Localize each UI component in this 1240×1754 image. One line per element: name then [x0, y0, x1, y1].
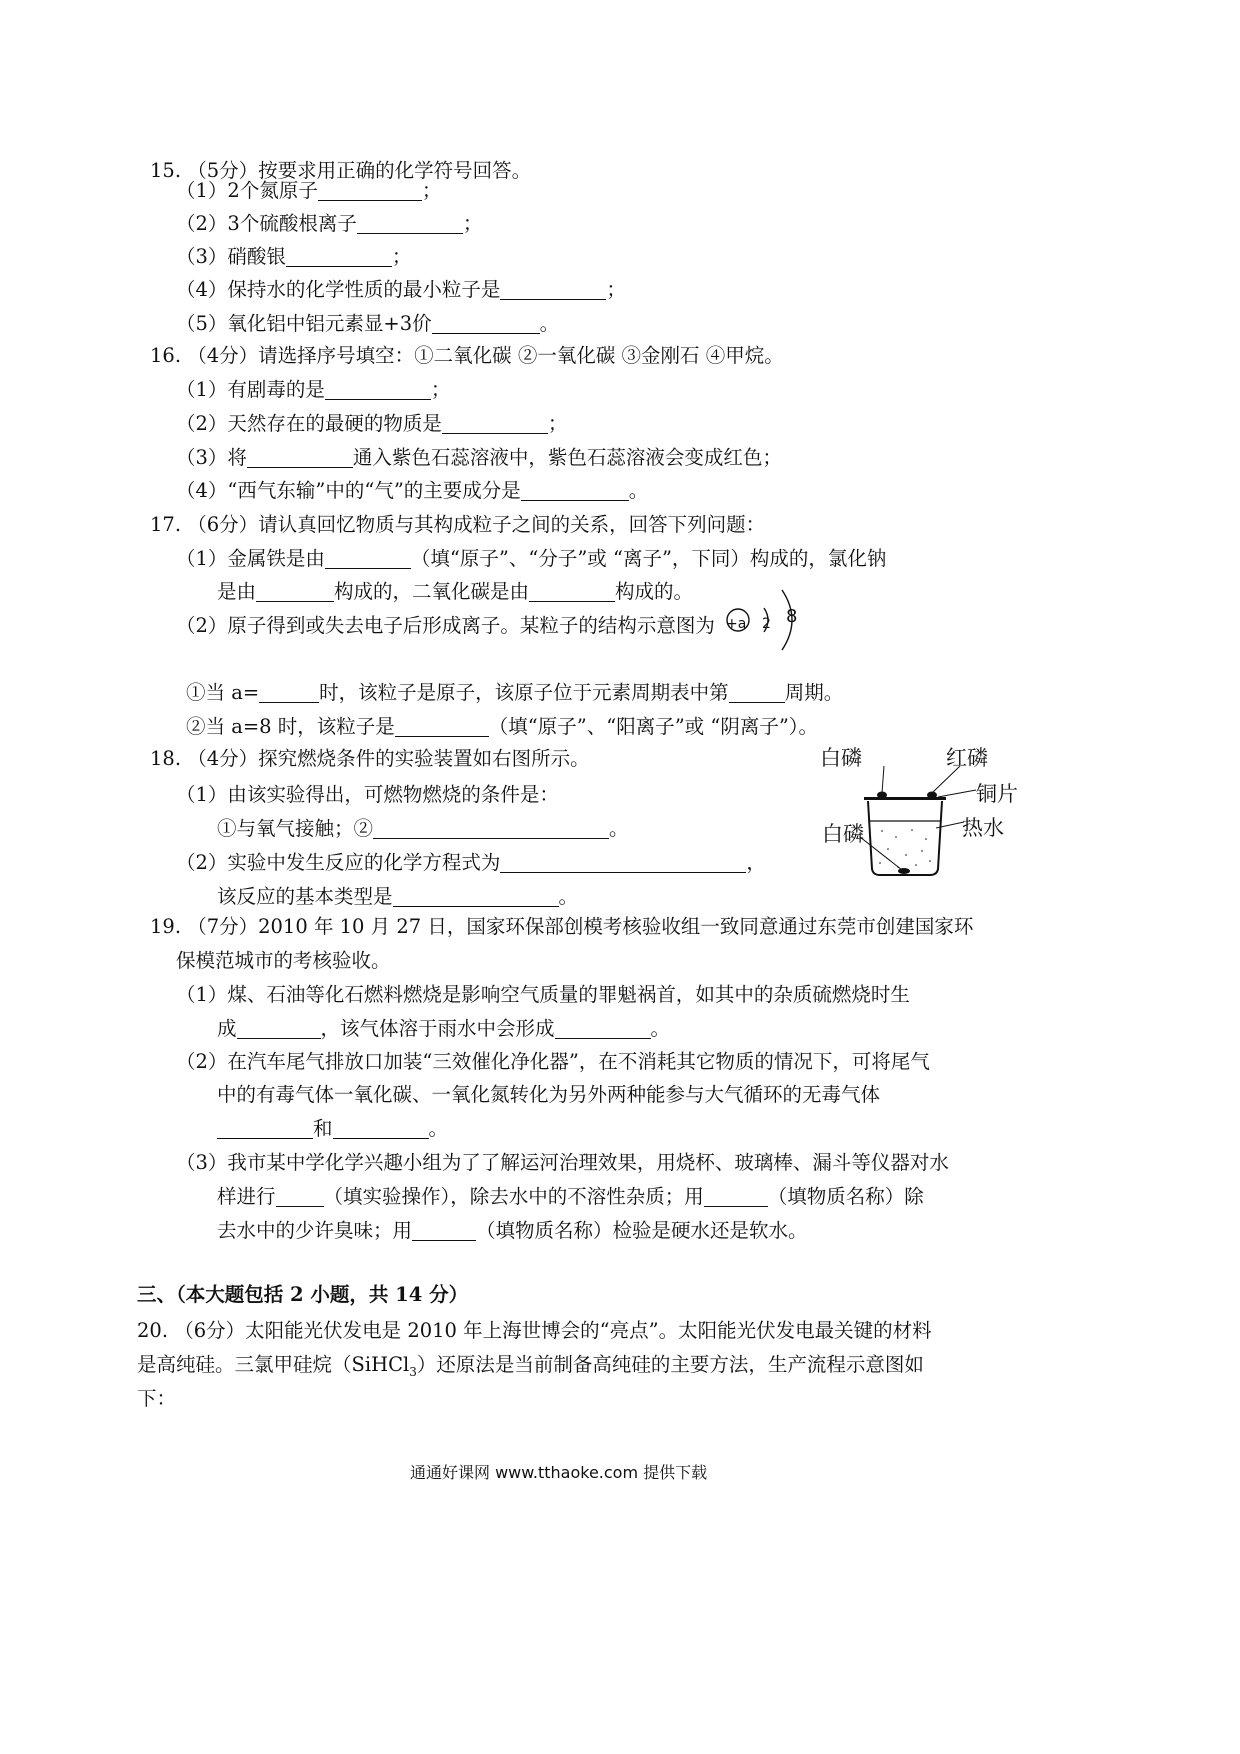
q17-sub1-text-b: 时，该粒子是原子，该原子位于元素周期表中第: [319, 681, 729, 704]
answer-blank[interactable]: [555, 1018, 651, 1039]
q18-stem-text: 18. （4分）探究燃烧条件的实验装置如右图所示。: [150, 747, 590, 770]
q19-s3-text-a: （3）我市某中学化学兴趣小组为了了解运河治理效果，用烧杯、玻璃棒、漏斗等仪器对水: [176, 1151, 949, 1174]
answer-blank[interactable]: [521, 480, 629, 501]
q15-s1-end: ；: [421, 179, 442, 202]
answer-blank[interactable]: [529, 581, 615, 602]
q18-s2-text: （2）实验中发生反应的化学方程式为: [176, 851, 501, 874]
q19-s2-text-c: 和: [313, 1117, 333, 1140]
q16-stem-text: 16. （4分）请选择序号填空：①二氧化碳 ②一氧化碳 ③金刚石 ④甲烷。: [150, 344, 784, 367]
q18-s2-sub-end: 。: [558, 885, 579, 908]
q15-item-1: [176, 178, 441, 204]
label-copper-plate: 铜片: [976, 782, 1018, 806]
section-3-heading: [137, 1282, 468, 1308]
q19-s1-text-c: ，该气体溶于雨水中会形成: [320, 1017, 555, 1040]
q19-s3-text-f: （填物质名称）检验是硬水还是软水。: [476, 1219, 808, 1242]
q17-s1-text-e: 构成的。: [615, 580, 694, 603]
q17-sub1-text-c: 周期。: [784, 681, 844, 704]
label-hot-water: 热水: [962, 816, 1004, 840]
q17-sub2-text-b: （填“原子”、“阳离子”或 “阴离子”）。: [488, 715, 819, 738]
answer-blank[interactable]: [704, 1186, 768, 1207]
label-white-phosphorus-bottom: 白磷: [822, 822, 864, 846]
answer-blank[interactable]: [373, 818, 609, 839]
q20-line-1: [137, 1318, 932, 1344]
answer-blank[interactable]: [357, 213, 463, 234]
q18-item-2-sub: [217, 884, 578, 910]
q18-s2-sub-text: 该反应的基本类型是: [217, 885, 393, 908]
q17-item-2: [176, 613, 715, 639]
q15-s2-end: ；: [462, 212, 483, 235]
answer-blank[interactable]: [333, 1118, 429, 1139]
q15-s5-end: 。: [539, 312, 560, 335]
q15-s4-text: （4）保持水的化学性质的最小粒子是: [176, 278, 501, 301]
q16-s1-end: ；: [430, 378, 451, 401]
answer-blank[interactable]: [325, 548, 411, 569]
q16-item-3: [176, 445, 782, 471]
q16-item-1: [176, 377, 450, 403]
shell-1-count: 2: [762, 616, 771, 632]
q19-item-3-cont-2: [217, 1218, 808, 1244]
q17-s1-text-a: （1）金属铁是由: [176, 547, 325, 570]
q20-subscript: 3: [409, 1364, 417, 1379]
q18-s1-sub-text: ①与氧气接触；②: [217, 817, 374, 840]
q19-item-3: [176, 1150, 949, 1176]
q15-s5-text: （5）氧化铝中铝元素显+3价: [176, 312, 432, 335]
answer-blank[interactable]: [237, 1018, 321, 1039]
answer-blank[interactable]: [318, 180, 422, 201]
q16-s4-text: （4）“西气东输”中的“气”的主要成分是: [176, 479, 521, 502]
q19-s2-text-a: （2）在汽车尾气排放口加装“三效催化净化器”，在不消耗其它物质的情况下，可将尾气: [176, 1050, 930, 1073]
q16-s1-text: （1）有剧毒的是: [176, 378, 325, 401]
q18-s2-end: ，: [746, 851, 766, 874]
q17-s1-text-b: （填“原子”、“分子”或 “离子”，下同）构成的，氯化钠: [410, 547, 887, 570]
q15-s3-end: ；: [391, 245, 412, 268]
section-3-title: 三、（本大题包括 2 小题，共 14 分）: [137, 1283, 469, 1306]
q18-stem: [150, 746, 590, 772]
q20-text-1: 20. （6分）太阳能光伏发电是 2010 年上海世博会的“亮点”。太阳能光伏发电最关键的材料: [137, 1319, 932, 1342]
q19-s2-text-b: 中的有毒气体一氧化碳、一氧化氮转化为另外两种能参与大气循环的无毒气体: [217, 1083, 881, 1106]
q19-stem-line-1: 19. （7分）2010 年 10 月 27 日，国家环保部创模考核验收组一致同意通过东莞市创建国家环: [150, 915, 974, 938]
q15-stem-text: 15. （5分）按要求用正确的化学符号回答。: [150, 159, 532, 182]
q16-item-4: [176, 478, 648, 504]
q20-line-2: [137, 1352, 924, 1385]
q17-stem: [150, 512, 765, 538]
answer-blank[interactable]: [442, 413, 548, 434]
q20-text-2a: 是高纯硅。三氯甲硅烷（SiHCl: [137, 1353, 410, 1376]
q15-item-4: [176, 277, 626, 303]
nucleus-charge: +a: [726, 616, 747, 632]
q19-stem: [150, 914, 973, 940]
q19-stem-cont: [176, 948, 391, 974]
q18-s1-end: 。: [609, 817, 629, 840]
q17-s1-text-c: 是由: [217, 580, 257, 603]
q20-text-3: 下：: [137, 1387, 177, 1410]
q15-item-2: [176, 211, 482, 237]
q19-item-2: [176, 1049, 930, 1075]
q19-stem-line-2: 保模范城市的考核验收。: [176, 949, 391, 972]
answer-blank[interactable]: [325, 379, 431, 400]
q19-item-1-cont: [217, 1016, 670, 1042]
q19-s1-text-b: 成: [217, 1017, 237, 1040]
q19-item-3-cont: [217, 1184, 924, 1210]
q19-item-2-cont: [217, 1082, 880, 1108]
q15-item-3: [176, 244, 411, 270]
q19-s3-text-c: （填实验操作），除去水中的不溶性杂质；用: [323, 1185, 704, 1208]
q19-s2-text-d: 。: [428, 1117, 449, 1140]
answer-blank[interactable]: [217, 1118, 313, 1139]
answer-blank[interactable]: [500, 279, 606, 300]
q19-s3-text-b: 样进行: [217, 1185, 276, 1208]
q17-sub-1: [186, 680, 843, 706]
q16-stem: [150, 343, 784, 369]
q16-s2-text: （2）天然存在的最硬的物质是: [176, 412, 442, 435]
answer-blank[interactable]: [395, 716, 489, 737]
q19-s3-text-d: （填物质名称）除: [767, 1185, 924, 1208]
answer-blank[interactable]: [393, 886, 559, 907]
q18-item-2: [176, 850, 766, 876]
q17-item-1-cont: [217, 579, 693, 605]
answer-blank[interactable]: [247, 447, 353, 468]
q16-s3-text-b: 通入紫色石蕊溶液中，紫色石蕊溶液会变成红色；: [352, 446, 782, 469]
q16-s3-text-a: （3）将: [176, 446, 247, 469]
q17-item-1: [176, 546, 886, 572]
shell-2-count: 8: [786, 606, 798, 627]
q19-item-1: [176, 982, 910, 1008]
q19-s3-text-e: 去水中的少许臭味；用: [217, 1219, 413, 1242]
label-red-phosphorus: 红磷: [946, 746, 988, 770]
q17-sub-2: [186, 714, 818, 740]
answer-blank[interactable]: [276, 1186, 324, 1207]
q18-item-1-sub: [217, 816, 629, 842]
page-footer: 通通好课网 www.tthaoke.com 提供下载: [410, 1463, 708, 1482]
q15-s1-text: （1）2个氮原子: [176, 179, 318, 202]
water-texture: [879, 829, 931, 868]
q18-item-1: [176, 782, 559, 808]
q19-s1-text-a: （1）煤、石油等化石燃料燃烧是影响空气质量的罪魁祸首，如其中的杂质硫燃烧时生: [176, 983, 910, 1006]
q15-item-5: [176, 311, 559, 337]
answer-blank[interactable]: [729, 682, 785, 703]
q17-stem-text: 17. （6分）请认真回忆物质与其构成粒子之间的关系，回答下列问题：: [150, 513, 766, 536]
answer-blank[interactable]: [432, 313, 540, 334]
q17-s2-text: （2）原子得到或失去电子后形成离子。某粒子的结构示意图为: [176, 614, 715, 637]
q19-item-2-cont-2: [217, 1116, 448, 1142]
label-white-phosphorus-top: 白磷: [820, 746, 862, 770]
q20-line-3: [137, 1386, 176, 1412]
q15-s4-end: ；: [606, 278, 626, 301]
answer-blank[interactable]: [286, 246, 392, 267]
q19-s1-text-d: 。: [650, 1017, 671, 1040]
q17-sub2-text-a: ②当 a=8 时，该粒子是: [186, 715, 395, 738]
q16-item-2: [176, 411, 567, 437]
q17-sub1-text-a: ①当 a=: [186, 681, 260, 704]
pointer-white-bottom: [860, 837, 902, 870]
q16-s2-end: ；: [547, 412, 568, 435]
figure-leader-lines: [880, 760, 980, 830]
answer-blank[interactable]: [500, 852, 746, 873]
answer-blank[interactable]: [259, 682, 319, 703]
q16-s4-end: 。: [628, 479, 649, 502]
white-phosphorus-bottom: [898, 868, 910, 874]
q18-s1-text: （1）由该实验得出，可燃物燃烧的条件是：: [176, 783, 559, 806]
q15-s3-text: （3）硝酸银: [176, 245, 286, 268]
answer-blank[interactable]: [256, 581, 334, 602]
q15-s2-text: （2）3个硫酸根离子: [176, 212, 357, 235]
answer-blank[interactable]: [412, 1220, 476, 1241]
q20-text-2b: ）还原法是当前制备高纯硅的主要方法，生产流程示意图如: [416, 1353, 924, 1376]
q17-s1-text-d: 构成的，二氧化碳是由: [334, 580, 530, 603]
